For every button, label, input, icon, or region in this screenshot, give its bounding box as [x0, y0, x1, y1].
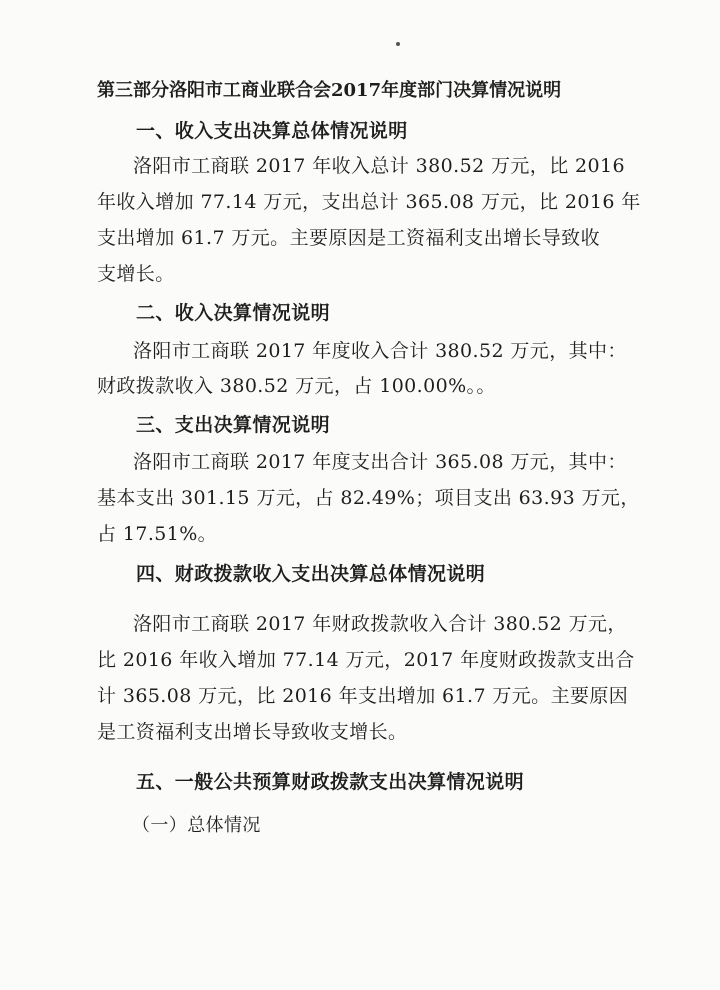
section-1-line-1: 洛阳市工商联 2017 年收入总计 380.52 万元，比 2016: [133, 155, 625, 177]
section-4-line-2: 比 2016 年收入增加 77.14 万元，2017 年度财政拨款支出合: [97, 649, 635, 671]
document-title: 第三部分洛阳市工商业联合会2017年度部门决算情况说明: [97, 80, 562, 101]
section-4-heading: 四、财政拨款收入支出决算总体情况说明: [136, 563, 486, 585]
section-4-line-3: 计 365.08 万元，比 2016 年支出增加 61.7 万元。主要原因: [97, 685, 629, 707]
section-4-line-4: 是工资福利支出增长导致收支增长。: [97, 721, 408, 743]
section-3-line-2: 基本支出 301.15 万元，占 82.49%；项目支出 63.93 万元，: [97, 487, 640, 509]
section-5-heading: 五、一般公共预算财政拨款支出决算情况说明: [136, 771, 525, 793]
section-3-line-1: 洛阳市工商联 2017 年度支出合计 365.08 万元，其中：: [133, 451, 627, 473]
section-3-heading: 三、支出决算情况说明: [136, 414, 331, 436]
subsection-heading: （一）总体情况: [132, 815, 261, 836]
section-2-line-1: 洛阳市工商联 2017 年度收入合计 380.52 万元，其中：: [133, 340, 627, 362]
section-3-line-3: 占 17.51%。: [97, 523, 218, 545]
section-1-line-2: 年收入增加 77.14 万元，支出总计 365.08 万元，比 2016 年: [97, 191, 641, 213]
scan-speck: [396, 42, 400, 46]
section-1-heading: 一、收入支出决算总体情况说明: [136, 120, 408, 142]
section-1-line-4: 支增长。: [97, 263, 175, 285]
section-1-line-3: 支出增加 61.7 万元。主要原因是工资福利支出增长导致收: [97, 227, 600, 249]
section-4-line-1: 洛阳市工商联 2017 年财政拨款收入合计 380.52 万元，: [133, 613, 627, 635]
section-2-heading: 二、收入决算情况说明: [136, 302, 331, 324]
section-2-line-2: 财政拨款收入 380.52 万元，占 100.00%。。: [97, 375, 496, 397]
